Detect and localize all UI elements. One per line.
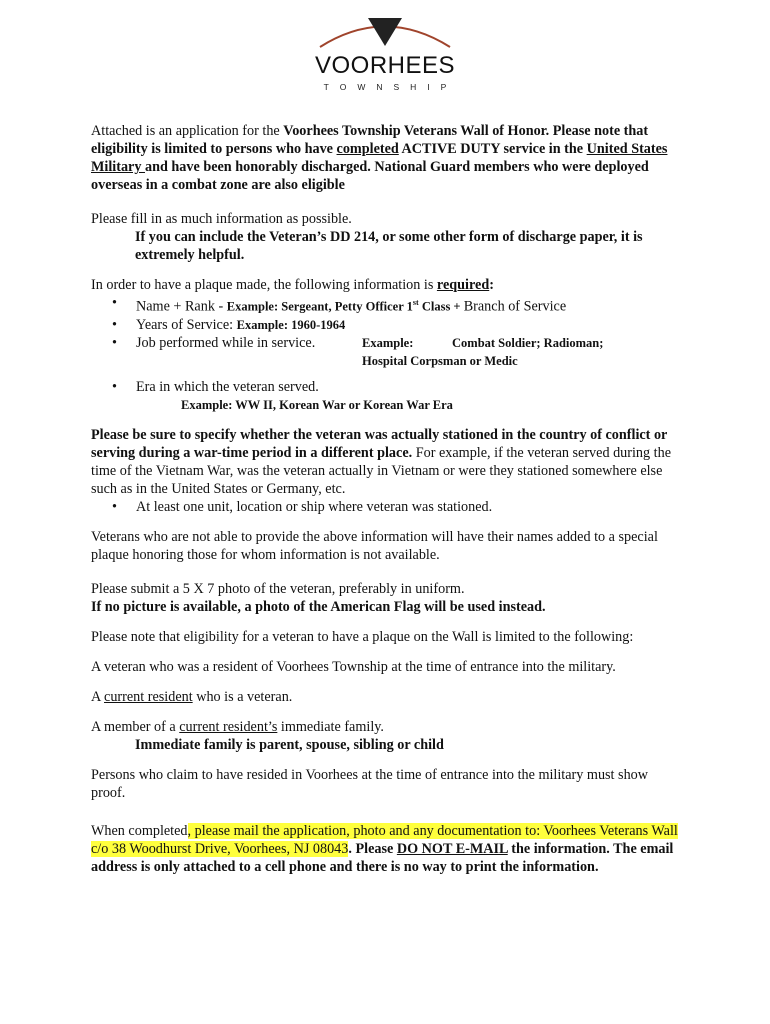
family-paragraph: A member of a current resident’s immediate family.: [91, 718, 384, 735]
stationed-paragraph: Please be sure to specify whether the veteran was actually stationed in the country of conflict or serving during a war-time period in a different place. For example, if the veteran served during the time of the Vietnam War, was the veteran actually in Vietnam or were they stationed somewhere else such as in the United States or Germany, etc.: [91, 426, 672, 497]
voorhees-logo: [300, 14, 470, 94]
bullet-icon: •: [112, 316, 117, 333]
proof-paragraph: Persons who claim to have resided in Voorhees at the time of entrance into the military must show proof.: [91, 766, 649, 801]
unit-list: [91, 498, 683, 516]
bullet-icon: •: [112, 378, 117, 395]
logo-subtitle: TOWNSHIP: [323, 82, 458, 92]
family-definition: Immediate family is parent, spouse, sibling or child: [135, 736, 444, 753]
list-item: • Era in which the veteran served.: [112, 378, 319, 395]
list-item: • Years of Service: Example: 1960-1964: [112, 316, 346, 333]
current-resident-paragraph: A current resident who is a veteran.: [91, 688, 293, 705]
list-item: • Name + Rank - Example: Sergeant, Petty Officer 1st Class + Branch of Service: [112, 295, 567, 315]
mail-paragraph: When completed, please mail the application, photo and any documentation to: Voorhees Veterans Wall c/o 38 Woodhurst Drive, Voorhees, NJ 08043. Please DO NOT E-MAIL the information. The email address is only attached to a cell phone and there is no way to print the information.: [91, 822, 678, 875]
list-item: • At least one unit, location or ship where veteran was stationed.: [112, 498, 493, 515]
bullet-icon: •: [112, 334, 117, 351]
required-list: [91, 294, 683, 396]
list-item: • Job performed while in service. Example: Combat Soldier; Radioman; Hospital Corpsman or Medic: [112, 334, 604, 368]
document-body: [91, 122, 683, 876]
bullet-icon: •: [112, 498, 117, 515]
required-intro: In order to have a plaque made, the following information is required:: [91, 277, 494, 293]
intro-paragraph: Attached is an application for the Voorhees Township Veterans Wall of Honor. Please note that eligibility is limited to persons who have completed ACTIVE DUTY service in the United States Military and have been honorably discharged. National Guard members who were deployed overseas in a combat zone are also eligible: [91, 123, 668, 193]
highlighted-address: , please mail the application, photo and any documentation to: Voorhees Veterans Wall c/o 38 Woodhurst Drive, Voorhees, NJ 08043: [91, 822, 678, 857]
era-example: Example: WW II, Korean War or Korean War Era: [181, 397, 453, 412]
dd214-note: If you can include the Veteran’s DD 214, or some other form of discharge paper, it is extremely helpful.: [135, 229, 643, 263]
special-plaque-paragraph: Veterans who are not able to provide the above information will have their names added to a special plaque honoring those for whom information is not available.: [91, 528, 658, 563]
eligibility-paragraph: Please note that eligibility for a veteran to have a plaque on the Wall is limited to the following:: [91, 628, 634, 645]
photo-instruction: Please submit a 5 X 7 photo of the veteran, preferably in uniform.: [91, 580, 465, 597]
logo-name: VOORHEES: [314, 52, 456, 79]
resident-entry-paragraph: A veteran who was a resident of Voorhees Township at the time of entrance into the military.: [91, 658, 616, 675]
fill-instruction: Please fill in as much information as possible.: [91, 211, 352, 227]
photo-fallback: If no picture is available, a photo of the American Flag will be used instead.: [91, 598, 546, 615]
bullet-icon: •: [112, 295, 117, 311]
